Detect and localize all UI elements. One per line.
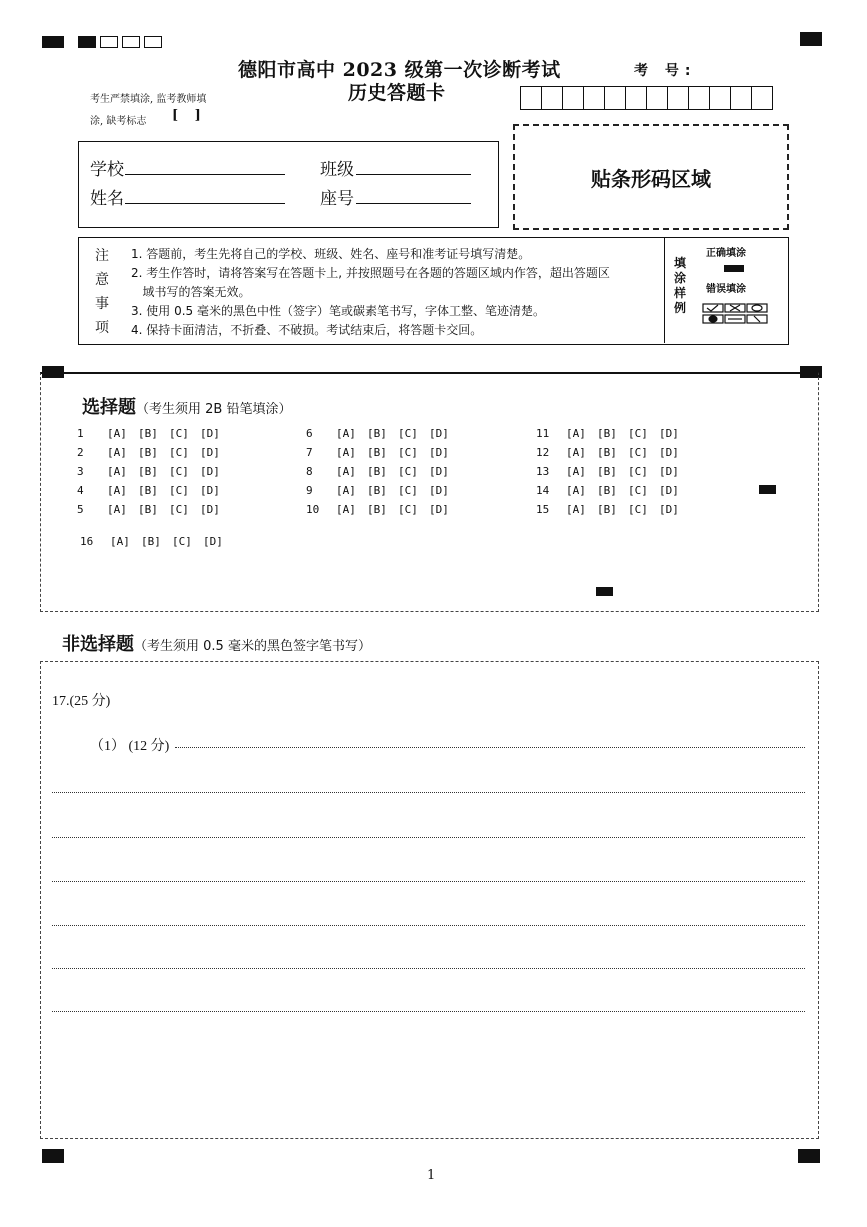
fill-label-char: 例: [673, 301, 686, 315]
choice-bubble[interactable]: [C]: [398, 446, 418, 459]
choice-bubble[interactable]: [B]: [138, 465, 158, 478]
alignment-mark-top-left: [42, 36, 64, 48]
seat-label: 座号: [320, 189, 354, 209]
alignment-mark-top-3: [122, 36, 140, 48]
choice-bubble[interactable]: [C]: [628, 484, 648, 497]
choice-bubble[interactable]: [D]: [659, 465, 679, 478]
choice-bubble[interactable]: [B]: [138, 503, 158, 516]
answer-line[interactable]: [175, 747, 805, 748]
choice-question-row: [536, 427, 690, 440]
choice-bubble[interactable]: [B]: [367, 503, 387, 516]
choice-question-row: [77, 484, 231, 497]
question-number: 15: [536, 503, 550, 516]
answer-line[interactable]: [52, 968, 805, 969]
alignment-mark-top-2: [100, 36, 118, 48]
choice-title-text: 选择题: [82, 397, 136, 418]
non-choice-section-title: [62, 630, 371, 656]
choice-bubble[interactable]: [B]: [597, 446, 617, 459]
barcode-area[interactable]: [513, 124, 789, 230]
name-field[interactable]: [125, 203, 285, 204]
answer-line[interactable]: [52, 1011, 805, 1012]
choice-bubble[interactable]: [A]: [566, 465, 586, 478]
wrong-fill-examples: [701, 302, 773, 326]
choice-bubble[interactable]: [D]: [200, 465, 220, 478]
barcode-area-label: 贴条形码区域: [591, 166, 711, 191]
notice-label: [89, 244, 115, 340]
choice-bubble[interactable]: [A]: [336, 427, 356, 440]
question-number: 2: [77, 446, 84, 459]
choice-question-row: [306, 427, 460, 440]
alignment-mark-bottom-left: [42, 1149, 64, 1163]
choice-bubble[interactable]: [B]: [367, 427, 387, 440]
choice-bubble[interactable]: [B]: [138, 446, 158, 459]
notice-box: [78, 237, 789, 345]
choice-question-row: [306, 465, 460, 478]
choice-bubble[interactable]: [A]: [107, 427, 127, 440]
choice-bubble[interactable]: [A]: [107, 503, 127, 516]
choice-bubble[interactable]: [D]: [200, 503, 220, 516]
class-field[interactable]: [356, 174, 471, 175]
choice-bubble[interactable]: [D]: [429, 484, 449, 497]
choice-bubble[interactable]: [A]: [566, 427, 586, 440]
choice-bubble[interactable]: [A]: [107, 465, 127, 478]
choice-bubble[interactable]: [B]: [138, 484, 158, 497]
question-17-label: 17.(25 分): [52, 694, 111, 709]
wrong-fill-label: 错误填涂: [706, 284, 746, 295]
class-label: 班级: [320, 160, 354, 180]
alignment-mark-top-right: [800, 32, 822, 46]
answer-line[interactable]: [52, 881, 805, 882]
choice-bubble[interactable]: [C]: [398, 465, 418, 478]
choice-bubble[interactable]: [D]: [429, 427, 449, 440]
card-title: 德阳市高中 2023 级第一次诊断考试: [238, 59, 561, 81]
timing-mark: [759, 485, 776, 494]
choice-bubble[interactable]: [B]: [597, 465, 617, 478]
notice-item: 4. 保持卡面清洁，不折叠、不破损。考试结束后，将答题卡交回。: [131, 323, 483, 337]
choice-question-row: [77, 427, 231, 440]
question-number: 9: [306, 484, 313, 497]
notice-item: 3. 使用 0.5 毫米的黑色中性（签字）笔或碳素笔书写，字体工整、笔迹清楚。: [131, 304, 545, 318]
notice-items: [131, 245, 661, 340]
choice-bubble[interactable]: [C]: [398, 427, 418, 440]
choice-bubble[interactable]: [D]: [200, 484, 220, 497]
choice-subtitle-text: （考生须用 2B 铅笔填涂）: [136, 402, 292, 417]
absence-checkbox[interactable]: [ ]: [172, 108, 207, 123]
name-label: 姓名: [90, 189, 124, 209]
absence-note-line1: 考生严禁填涂, 监考教师填: [90, 94, 207, 105]
question-number: 8: [306, 465, 313, 478]
answer-line[interactable]: [52, 792, 805, 793]
fill-label-char: 样: [673, 286, 686, 300]
choice-bubble[interactable]: [C]: [169, 427, 189, 440]
choice-bubble[interactable]: [C]: [169, 465, 189, 478]
alignment-mark-top-1: [78, 36, 96, 48]
page-number: 1: [427, 1168, 436, 1183]
question-number: 7: [306, 446, 313, 459]
question-number: 13: [536, 465, 550, 478]
choice-question-row: [306, 446, 460, 459]
question-number: 1: [77, 427, 84, 440]
choice-bubble[interactable]: [C]: [169, 446, 189, 459]
choice-bubble[interactable]: [A]: [566, 503, 586, 516]
choice-bubble[interactable]: [D]: [429, 465, 449, 478]
choice-bubble[interactable]: [A]: [336, 465, 356, 478]
choice-bubble[interactable]: [C]: [628, 446, 648, 459]
absence-note-line2: 涂, 缺考标志: [90, 116, 147, 127]
choice-bubble[interactable]: [C]: [169, 484, 189, 497]
exam-id-label: 考 号:: [634, 63, 697, 79]
question-number: 3: [77, 465, 84, 478]
notice-label-char: 项: [95, 320, 109, 336]
choice-bubble[interactable]: [C]: [628, 465, 648, 478]
question-number: 4: [77, 484, 84, 497]
choice-bubble[interactable]: [B]: [597, 484, 617, 497]
card-subtitle: 历史答题卡: [348, 82, 446, 104]
choice-bubble[interactable]: [A]: [110, 535, 130, 548]
choice-question-row: [77, 465, 231, 478]
correct-fill-label: 正确填涂: [706, 248, 746, 259]
choice-question-row: [536, 446, 690, 459]
question-number: 11: [536, 427, 550, 440]
choice-bubble[interactable]: [B]: [367, 484, 387, 497]
choice-question-row: [80, 535, 234, 548]
choice-question-row: [306, 484, 460, 497]
student-info-box: [78, 141, 499, 228]
question-number: 5: [77, 503, 84, 516]
choice-bubble[interactable]: [C]: [169, 503, 189, 516]
choice-bubble[interactable]: [D]: [659, 446, 679, 459]
choice-bubble[interactable]: [D]: [429, 503, 449, 516]
notice-label-char: 意: [95, 272, 109, 288]
choice-bubble[interactable]: [C]: [172, 535, 192, 548]
alignment-mark-bottom-right: [798, 1149, 820, 1163]
choice-question-row: [536, 484, 690, 497]
choice-question-row: [536, 503, 690, 516]
choice-bubble[interactable]: [A]: [336, 503, 356, 516]
fill-example-label: [670, 256, 690, 316]
fill-label-char: 填: [673, 256, 686, 270]
sub-question-label: （1） (12 分): [90, 739, 170, 754]
question-number: 10: [306, 503, 320, 516]
non-choice-title-text: 非选择题: [62, 634, 134, 655]
choice-bubble[interactable]: [D]: [200, 427, 220, 440]
choice-question-row: [306, 503, 460, 516]
choice-bubble[interactable]: [A]: [107, 484, 127, 497]
notice-item: 域书写的答案无效。: [131, 285, 251, 299]
choice-question-row: [77, 503, 231, 516]
school-field[interactable]: [125, 174, 285, 175]
notice-label-char: 事: [95, 296, 109, 312]
answer-line[interactable]: [52, 837, 805, 838]
choice-bubble[interactable]: [A]: [336, 484, 356, 497]
choice-bubble[interactable]: [D]: [659, 484, 679, 497]
notice-label-char: 注: [95, 248, 109, 264]
choice-bubble[interactable]: [D]: [200, 446, 220, 459]
question-number: 16: [80, 535, 94, 548]
choice-bubble[interactable]: [B]: [597, 503, 617, 516]
choice-bubble[interactable]: [B]: [597, 427, 617, 440]
notice-item: 1. 答题前，考生先将自己的学校、班级、姓名、座号和准考证号填写清楚。: [131, 247, 531, 261]
choice-question-row: [77, 446, 231, 459]
notice-item: 2. 考生作答时，请将答案写在答题卡上, 并按照题号在各题的答题区域内作答，超出答题区: [131, 266, 610, 280]
choice-bubble[interactable]: [B]: [138, 427, 158, 440]
question-number: 12: [536, 446, 550, 459]
choice-bubble[interactable]: [D]: [659, 427, 679, 440]
seat-field[interactable]: [356, 203, 471, 204]
fill-label-char: 涂: [673, 271, 686, 285]
choice-bubble[interactable]: [A]: [566, 484, 586, 497]
choice-bubble[interactable]: [D]: [203, 535, 223, 548]
question-number: 14: [536, 484, 550, 497]
choice-bubble[interactable]: [D]: [659, 503, 679, 516]
choice-section-title: [82, 393, 291, 419]
choice-bubble[interactable]: [A]: [566, 446, 586, 459]
choice-bubble[interactable]: [C]: [398, 484, 418, 497]
correct-fill-example: [724, 265, 744, 272]
alignment-mark-top-4: [144, 36, 162, 48]
choice-bubble[interactable]: [C]: [628, 427, 648, 440]
answer-area[interactable]: [40, 661, 819, 1139]
choice-bubble[interactable]: [C]: [628, 503, 648, 516]
notice-divider: [664, 238, 665, 343]
choice-bubble[interactable]: [C]: [398, 503, 418, 516]
non-choice-subtitle-text: （考生须用 0.5 毫米的黑色签字笔书写）: [134, 639, 371, 654]
choice-question-row: [536, 465, 690, 478]
answer-line[interactable]: [52, 925, 805, 926]
choice-bubble[interactable]: [A]: [336, 446, 356, 459]
choice-bubble[interactable]: [B]: [367, 465, 387, 478]
school-label: 学校: [90, 160, 124, 180]
choice-bubble[interactable]: [D]: [429, 446, 449, 459]
choice-bubble[interactable]: [B]: [367, 446, 387, 459]
choice-bubble[interactable]: [A]: [107, 446, 127, 459]
choice-bubble[interactable]: [B]: [141, 535, 161, 548]
exam-id-boxes[interactable]: [521, 86, 773, 110]
question-number: 6: [306, 427, 313, 440]
timing-mark: [596, 587, 613, 596]
